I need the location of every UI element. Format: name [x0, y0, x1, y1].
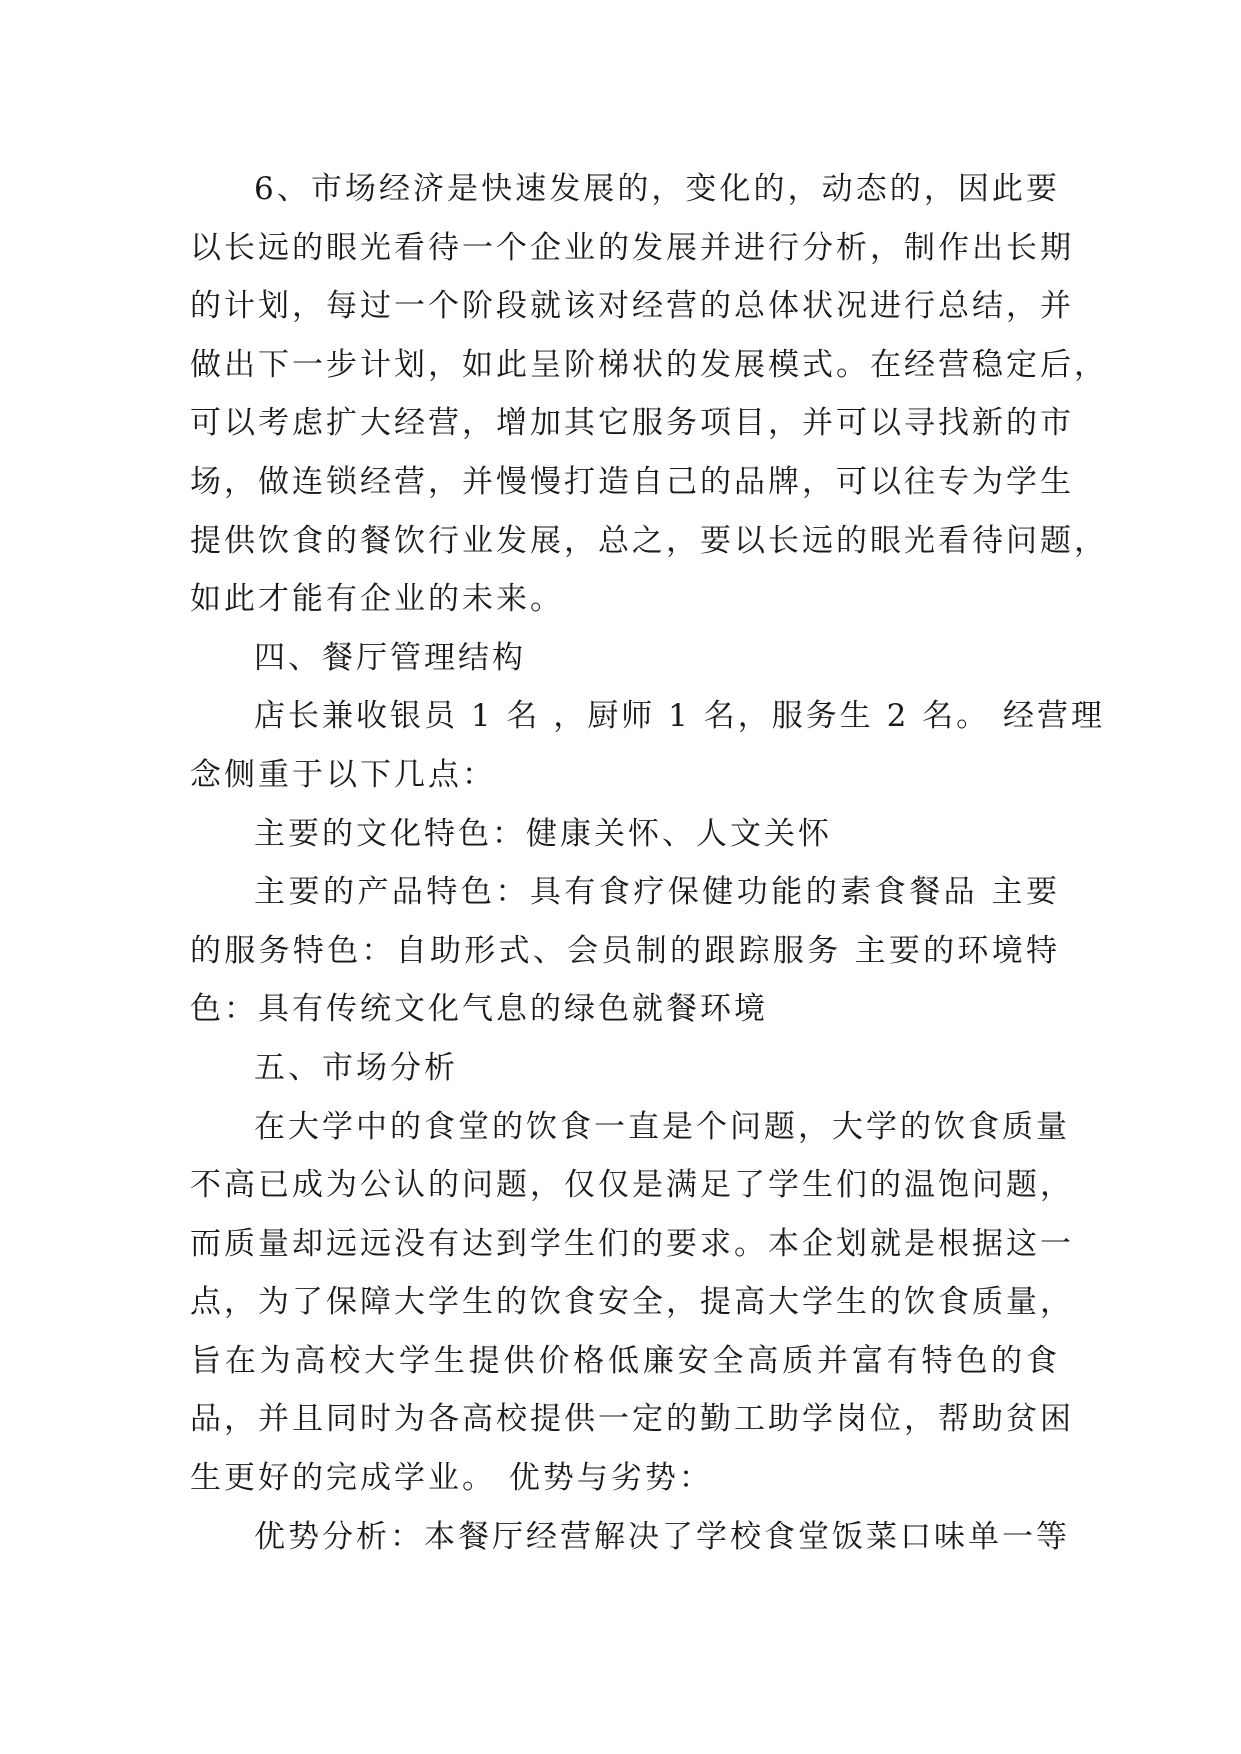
text-line: 而质量却远远没有达到学生们的要求。本企划就是根据这一 [190, 1225, 1074, 1262]
paragraph-market-economy [190, 160, 1108, 629]
text-line: 的服务特色：自助形式、会员制的跟踪服务 主要的环境特 [190, 932, 1060, 969]
paragraph-staffing [190, 687, 1105, 804]
text-line: 旨在为高校大学生提供价格低廉安全高质并富有特色的食 [190, 1342, 1060, 1379]
paragraph-product-feature [190, 863, 1060, 1039]
text-line: 场，做连锁经营，并慢慢打造自己的品牌，可以往专为学生 [190, 463, 1074, 500]
section-heading-market-analysis [190, 1039, 1060, 1098]
section-heading-management-structure [190, 629, 1060, 688]
text-line: 不高已成为公认的问题，仅仅是满足了学生们的温饱问题， [190, 1167, 1074, 1204]
text-line: 点，为了保障大学生的饮食安全，提高大学生的饮食质量， [190, 1284, 1074, 1321]
document-body [190, 160, 1108, 1566]
text-line: 可以考虑扩大经营，增加其它服务项目，并可以寻找新的市 [190, 405, 1074, 442]
text-line: 品，并且同时为各高校提供一定的勤工助学岗位，帮助贫困 [190, 1401, 1074, 1438]
text-line: 以长远的眼光看待一个企业的发展并进行分析，制作出长期 [190, 229, 1074, 266]
text-line: 主要的文化特色：健康关怀、人文关怀 [254, 815, 832, 852]
text-line: 6、市场经济是快速发展的，变化的，动态的，因此要 [254, 171, 1060, 207]
text-line: 念侧重于以下几点： [190, 756, 496, 793]
paragraph-strength-analysis [190, 1508, 1070, 1567]
text-line: 店长兼收银员 1 名 ，厨师 1 名，服务生 2 名。 经营理 [254, 698, 1105, 735]
text-line: 在大学中的食堂的饮食一直是个问题，大学的饮食质量 [254, 1108, 1070, 1145]
text-line: 优势分析：本餐厅经营解决了学校食堂饭菜口味单一等 [254, 1518, 1070, 1555]
text-line: 主要的产品特色：具有食疗保健功能的素食餐品 主要 [254, 874, 1060, 911]
text-line: 生更好的完成学业。 优势与劣势： [190, 1460, 713, 1497]
heading-text: 五、市场分析 [254, 1049, 458, 1086]
text-line: 色：具有传统文化气息的绿色就餐环境 [190, 991, 768, 1028]
text-line: 的计划，每过一个阶段就该对经营的总体状况进行总结，并 [190, 288, 1074, 325]
text-line: 做出下一步计划，如此呈阶梯状的发展模式。在经营稳定后， [190, 346, 1108, 383]
paragraph-cultural-feature [190, 805, 1060, 864]
paragraph-canteen-issue [190, 1098, 1074, 1508]
text-line: 提供饮食的餐饮行业发展，总之，要以长远的眼光看待问题， [190, 522, 1108, 559]
text-line: 如此才能有企业的未来。 [190, 581, 564, 618]
heading-text: 四、餐厅管理结构 [254, 639, 526, 676]
